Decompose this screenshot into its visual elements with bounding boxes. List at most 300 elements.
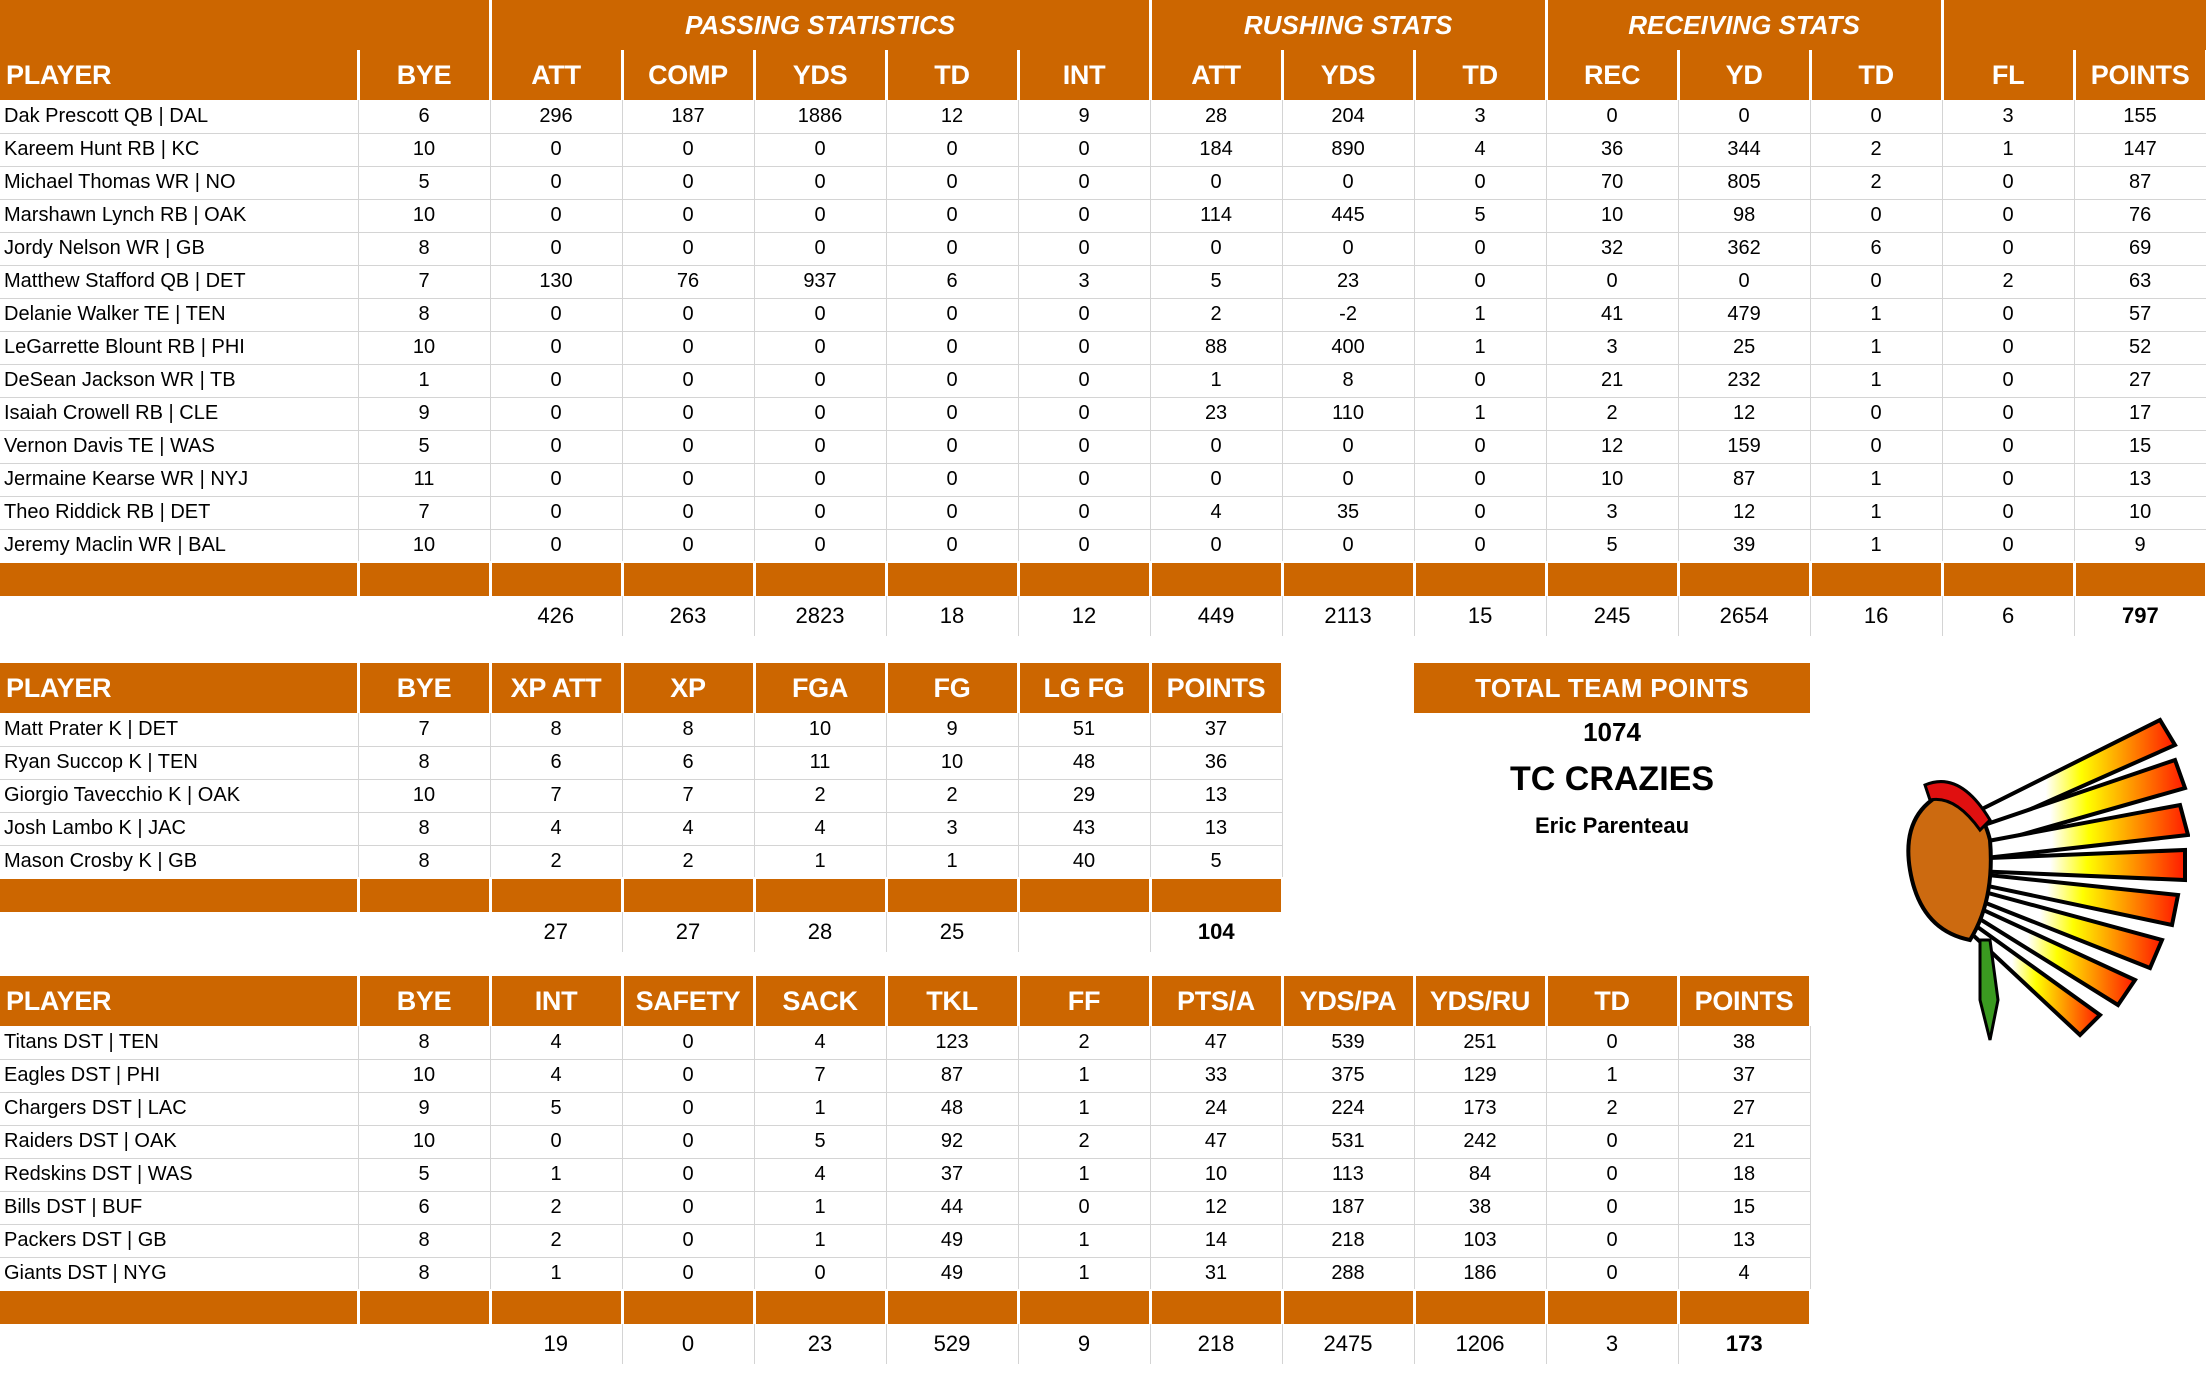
stat-cell: 8 [358,298,490,331]
stat-cell: 8 [358,232,490,265]
stat-cell: 8 [358,746,490,779]
stat-cell: 40 [1018,845,1150,878]
stat-cell: 187 [622,100,754,133]
stat-cell: 539 [1282,1026,1414,1059]
player-name-cell: Giorgio Tavecchio K | OAK [0,779,358,812]
stat-cell: 0 [1282,430,1414,463]
total-cell: 218 [1150,1324,1282,1364]
player-name-cell: Kareem Hunt RB | KC [0,133,358,166]
totals-row [0,1324,1810,1364]
stat-cell: 8 [358,1224,490,1257]
stat-cell: 5 [1546,529,1678,562]
stat-cell: 1 [754,845,886,878]
stat-cell: 0 [1414,265,1546,298]
separator-cell [358,562,490,596]
player-name-cell: Isaiah Crowell RB | CLE [0,397,358,430]
column-header: PLAYER [0,50,358,100]
table-row [0,331,2206,364]
stat-cell: 0 [622,1224,754,1257]
stat-cell: 0 [886,463,1018,496]
stat-cell: 0 [490,331,622,364]
stat-cell: 29 [1018,779,1150,812]
stat-cell: 0 [1942,166,2074,199]
stat-cell: 0 [754,1257,886,1290]
stat-cell: 10 [1546,199,1678,232]
stat-cell: 2 [490,1224,622,1257]
table-row [0,232,2206,265]
stat-cell: 9 [2074,529,2206,562]
stat-cell: 6 [358,100,490,133]
total-cell: 3 [1546,1324,1678,1364]
team-owner: Eric Parenteau [1534,813,1690,838]
stat-cell: 10 [358,529,490,562]
stat-cell: 0 [886,166,1018,199]
stat-cell: 8 [358,1026,490,1059]
stat-cell: 48 [1018,746,1150,779]
stat-cell: 155 [2074,100,2206,133]
table-row [0,430,2206,463]
stat-cell: 531 [1282,1125,1414,1158]
stat-cell: 6 [622,746,754,779]
team-name: TC CRAZIES [1510,760,1714,798]
stat-cell: 32 [1546,232,1678,265]
stat-cell: 36 [1150,746,1282,779]
stat-cell: 11 [754,746,886,779]
stat-cell: 0 [622,298,754,331]
team-summary [1414,663,1810,839]
stat-cell: 0 [490,430,622,463]
stat-cell: 10 [1150,1158,1282,1191]
table-row [0,397,2206,430]
table-row [0,133,2206,166]
stat-cell: 10 [358,133,490,166]
total-cell: 28 [754,912,886,952]
stat-cell: 63 [2074,265,2206,298]
stat-cell: 0 [490,463,622,496]
separator-cell [1150,562,1282,596]
stat-cell: 47 [1150,1125,1282,1158]
stat-cell: 9 [358,1092,490,1125]
stat-cell: 0 [1414,364,1546,397]
stat-cell: 2 [1018,1026,1150,1059]
stat-cell: 204 [1282,100,1414,133]
player-name-cell: Jordy Nelson WR | GB [0,232,358,265]
separator-bar [0,878,1282,912]
stat-cell: 123 [886,1026,1018,1059]
stat-cell: 445 [1282,199,1414,232]
player-name-cell: Bills DST | BUF [0,1191,358,1224]
stat-cell: 6 [1810,232,1942,265]
stat-cell: 0 [490,397,622,430]
column-header: SAFETY [622,976,754,1026]
player-name-cell: Jermaine Kearse WR | NYJ [0,463,358,496]
stat-cell: 12 [1150,1191,1282,1224]
stat-cell: 1 [1414,397,1546,430]
separator-cell [1546,1290,1678,1324]
stat-cell: 288 [1282,1257,1414,1290]
stat-cell: 5 [490,1092,622,1125]
stat-cell: 25 [1678,331,1810,364]
stat-cell: 186 [1414,1257,1546,1290]
stat-cell: 0 [622,529,754,562]
stat-cell: 251 [1414,1026,1546,1059]
stat-cell: 0 [754,331,886,364]
stat-cell: 47 [1150,1026,1282,1059]
separator-cell [886,1290,1018,1324]
stat-cell: 5 [358,430,490,463]
stat-cell: 0 [1018,331,1150,364]
stat-cell: 38 [1678,1026,1810,1059]
stat-cell: 10 [358,199,490,232]
stat-cell: 3 [886,812,1018,845]
stat-cell: 0 [1018,496,1150,529]
stat-cell: 0 [1810,199,1942,232]
stat-cell: 8 [1282,364,1414,397]
separator-cell [886,562,1018,596]
player-name-cell: Redskins DST | WAS [0,1158,358,1191]
stat-cell: 0 [886,364,1018,397]
stat-cell: 0 [490,199,622,232]
total-cell: 12 [1018,596,1150,636]
stat-cell: 0 [622,496,754,529]
column-header: TKL [886,976,1018,1026]
table-row [0,1191,1810,1224]
total-cell: 426 [490,596,622,636]
table-row [0,1257,1810,1290]
stat-cell: 8 [490,713,622,746]
stat-cell: 87 [1678,463,1810,496]
stat-cell: 0 [1546,1125,1678,1158]
stat-cell: 0 [1942,232,2074,265]
stat-cell: 0 [1018,199,1150,232]
stat-cell: 23 [1282,265,1414,298]
player-name-cell: Vernon Davis TE | WAS [0,430,358,463]
table-row [0,364,2206,397]
stat-cell: 2 [754,779,886,812]
stat-cell: 0 [886,397,1018,430]
column-header: FL [1942,50,2074,100]
stat-cell: 0 [1150,529,1282,562]
table-row [0,746,1282,779]
stat-cell: 57 [2074,298,2206,331]
stat-cell: 0 [622,1026,754,1059]
total-cell: 15 [1414,596,1546,636]
stat-cell: 0 [490,529,622,562]
separator-cell [1678,1290,1810,1324]
stat-cell: 70 [1546,166,1678,199]
total-cell: 27 [490,912,622,952]
separator-cell [886,878,1018,912]
stat-cell: 10 [358,1059,490,1092]
stat-cell: 0 [886,199,1018,232]
stat-cell: 10 [1546,463,1678,496]
stat-cell: 15 [1678,1191,1810,1224]
stat-cell: 0 [490,232,622,265]
stat-cell: 0 [1018,232,1150,265]
stat-cell: 375 [1282,1059,1414,1092]
stat-cell: 2 [1018,1125,1150,1158]
stat-cell: 13 [2074,463,2206,496]
stat-cell: 0 [1018,1191,1150,1224]
column-header: POINTS [2074,50,2206,100]
total-cell: 27 [622,912,754,952]
stat-cell: 0 [1942,331,2074,364]
stat-cell: 0 [1018,364,1150,397]
stat-cell: 0 [622,1125,754,1158]
stat-cell: 7 [490,779,622,812]
stat-cell: 76 [622,265,754,298]
stat-cell: 0 [1942,496,2074,529]
stat-cell: 0 [886,430,1018,463]
column-header: LG FG [1018,663,1150,713]
stat-cell: 0 [754,166,886,199]
stat-cell: 52 [2074,331,2206,364]
total-cell [358,596,490,636]
separator-cell [622,878,754,912]
separator-cell [0,562,358,596]
separator-cell [1018,878,1150,912]
stat-cell: 0 [1282,529,1414,562]
separator-bar [0,1290,1810,1324]
stat-cell: 1 [1810,331,1942,364]
total-points-cell: 104 [1197,919,1235,944]
stat-cell: 6 [886,265,1018,298]
stat-cell: 35 [1282,496,1414,529]
stat-cell: 5 [754,1125,886,1158]
total-cell [0,1324,358,1364]
column-header: INT [490,976,622,1026]
stat-cell: 0 [1810,100,1942,133]
stat-cell: 8 [358,845,490,878]
stat-cell: 4 [490,1059,622,1092]
player-name-cell: LeGarrette Blount RB | PHI [0,331,358,364]
stat-cell: 44 [886,1191,1018,1224]
separator-cell [754,878,886,912]
stat-cell: 10 [358,331,490,364]
stat-cell: 0 [1546,1026,1678,1059]
stat-cell: 33 [1150,1059,1282,1092]
table-row [0,1125,1810,1158]
player-name-cell: Dak Prescott QB | DAL [0,100,358,133]
separator-cell [754,1290,886,1324]
stat-cell: 0 [1414,463,1546,496]
stat-cell: 0 [622,1158,754,1191]
stat-cell: 1 [1018,1158,1150,1191]
group-header-blank-right [1942,0,2206,50]
separator-cell [1546,562,1678,596]
stat-cell: 0 [622,166,754,199]
total-points-cell: 797 [2122,603,2159,628]
column-header: FGA [754,663,886,713]
stat-cell: 0 [1414,430,1546,463]
stat-cell: 0 [886,331,1018,364]
stat-cell: 0 [1810,397,1942,430]
player-name-cell: Packers DST | GB [0,1224,358,1257]
stat-cell: 0 [1942,199,2074,232]
stat-cell: 0 [1282,232,1414,265]
column-header-row [0,976,1810,1026]
stat-cell: 23 [1150,397,1282,430]
column-header: REC [1546,50,1678,100]
stat-cell: 362 [1678,232,1810,265]
stat-cell: 2 [1546,397,1678,430]
stat-cell: 0 [1546,1224,1678,1257]
total-cell: 449 [1150,596,1282,636]
totals-row [0,912,1282,952]
player-name-cell: Mason Crosby K | GB [0,845,358,878]
stat-cell: 187 [1282,1191,1414,1224]
total-cell: 245 [1546,596,1678,636]
stat-cell: 14 [1150,1224,1282,1257]
stat-cell: 0 [754,463,886,496]
stat-cell: 12 [886,100,1018,133]
stat-cell: 21 [1546,364,1678,397]
player-name-cell: Delanie Walker TE | TEN [0,298,358,331]
column-header: YDS/PA [1282,976,1414,1026]
table-row [0,166,2206,199]
stat-cell: 4 [490,812,622,845]
stat-cell: 0 [1018,397,1150,430]
total-cell: 2113 [1282,596,1414,636]
total-cell: 18 [886,596,1018,636]
stat-cell: 0 [622,397,754,430]
separator-cell [490,878,622,912]
player-name-cell: Matthew Stafford QB | DET [0,265,358,298]
stat-cell: 184 [1150,133,1282,166]
total-cell [358,912,490,952]
column-header: TD [1546,976,1678,1026]
table-row [0,298,2206,331]
total-cell [0,596,358,636]
stat-cell: 0 [754,430,886,463]
separator-cell [754,562,886,596]
stat-cell: 0 [1018,298,1150,331]
stat-cell: 0 [490,133,622,166]
defense-stats-table [0,976,1812,1364]
stat-cell: 0 [1942,364,2074,397]
stat-cell: 1 [1810,496,1942,529]
total-team-points-value: 1074 [1583,717,1641,747]
group-header-blank [0,0,490,50]
total-cell: 25 [886,912,1018,952]
stat-cell: 4 [754,812,886,845]
stat-cell: 13 [1150,812,1282,845]
column-header: BYE [358,976,490,1026]
total-team-points-label: TOTAL TEAM POINTS [1414,663,1810,713]
stat-cell: 0 [490,1125,622,1158]
stat-cell: 0 [1810,265,1942,298]
stat-cell: 0 [886,133,1018,166]
stat-cell: 31 [1150,1257,1282,1290]
stat-cell: 38 [1414,1191,1546,1224]
stat-cell: 0 [1018,133,1150,166]
stat-cell: 10 [886,746,1018,779]
stat-cell: 0 [1546,100,1678,133]
stat-cell: 2 [886,779,1018,812]
group-header-row [0,0,2206,50]
stat-cell: 51 [1018,713,1150,746]
stat-cell: 1 [490,1158,622,1191]
separator-cell [0,1290,358,1324]
stat-cell: 0 [490,496,622,529]
total-cell: 9 [1018,1324,1150,1364]
stat-cell: -2 [1282,298,1414,331]
table-row [0,265,2206,298]
stat-cell: 12 [1678,397,1810,430]
table-row [0,812,1282,845]
column-header: XP [622,663,754,713]
stat-cell: 113 [1282,1158,1414,1191]
total-cell: 2654 [1678,596,1810,636]
stat-cell: 0 [886,496,1018,529]
separator-cell [0,878,358,912]
table-row [0,529,2206,562]
stat-cell: 37 [1150,713,1282,746]
total-cell: 6 [1942,596,2074,636]
stat-cell: 4 [1678,1257,1810,1290]
stat-cell: 24 [1150,1092,1282,1125]
stat-cell: 6 [490,746,622,779]
stat-cell: 0 [754,397,886,430]
stat-cell: 36 [1546,133,1678,166]
stat-cell: 2 [622,845,754,878]
stat-cell: 1 [1414,298,1546,331]
stat-cell: 0 [1546,265,1678,298]
stat-cell: 5 [1150,265,1282,298]
stat-cell: 7 [358,496,490,529]
stat-cell: 0 [886,232,1018,265]
total-cell [0,912,358,952]
stat-cell: 9 [886,713,1018,746]
stat-cell: 4 [490,1026,622,1059]
table-row [0,1092,1810,1125]
stat-cell: 1 [1018,1092,1150,1125]
separator-cell [1150,878,1282,912]
stat-cell: 43 [1018,812,1150,845]
stat-cell: 0 [622,1092,754,1125]
separator-cell [1810,562,1942,596]
column-header: COMP [622,50,754,100]
column-header: YDS [1282,50,1414,100]
stat-cell: 1 [1018,1257,1150,1290]
stat-cell: 28 [1150,100,1282,133]
stat-cell: 0 [490,298,622,331]
separator-cell [2074,562,2206,596]
column-header: XP ATT [490,663,622,713]
stat-cell: 0 [622,331,754,364]
separator-cell [1018,1290,1150,1324]
player-name-cell: Chargers DST | LAC [0,1092,358,1125]
stat-cell: 3 [1414,100,1546,133]
player-name-cell: Raiders DST | OAK [0,1125,358,1158]
stat-cell: 0 [1018,166,1150,199]
stat-cell: 87 [2074,166,2206,199]
column-header: BYE [358,663,490,713]
player-name-cell: Theo Riddick RB | DET [0,496,358,529]
group-header-rushing: RUSHING STATS [1150,0,1546,50]
stat-cell: 0 [1150,463,1282,496]
stat-cell: 0 [1546,1158,1678,1191]
table-row [0,779,1282,812]
stat-cell: 4 [754,1158,886,1191]
separator-cell [1678,562,1810,596]
separator-cell [622,562,754,596]
separator-cell [1942,562,2074,596]
column-header: ATT [1150,50,1282,100]
stat-cell: 0 [754,232,886,265]
stat-cell: 0 [1942,397,2074,430]
stat-cell: 0 [1414,232,1546,265]
